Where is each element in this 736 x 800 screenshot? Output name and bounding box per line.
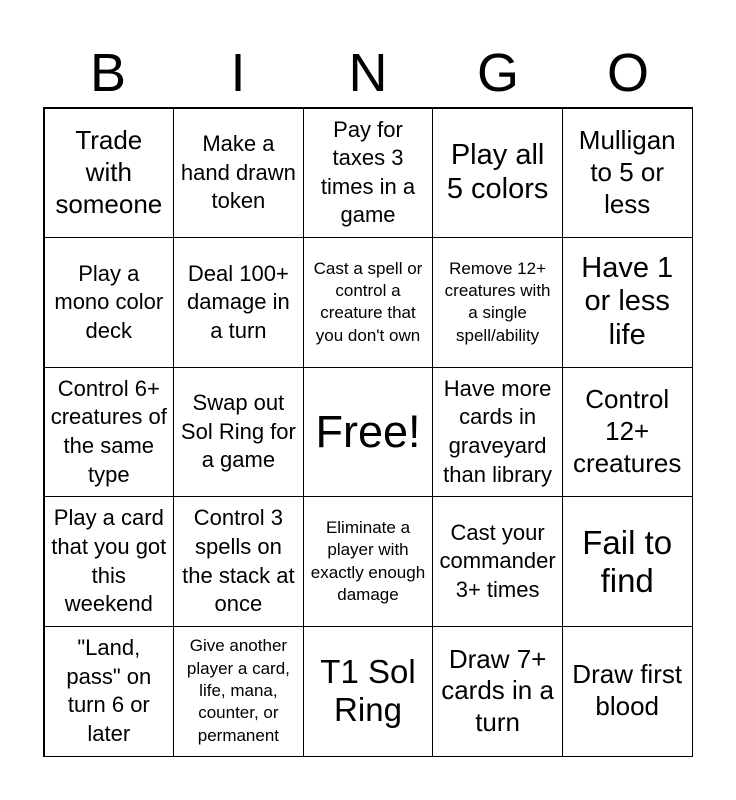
cell-text: Draw 7+ cards in a turn — [441, 643, 554, 738]
cell-text: T1 Sol Ring — [320, 653, 416, 729]
bingo-cell[interactable] — [173, 626, 304, 757]
header-letter-g: G — [476, 43, 519, 103]
bingo-cell[interactable] — [303, 237, 434, 368]
bingo-cell[interactable] — [432, 496, 563, 627]
cell-text: Trade with someone — [55, 125, 163, 219]
bingo-cell[interactable] — [562, 367, 693, 498]
cell-text: Make a hand drawn token — [180, 130, 296, 214]
bingo-cell[interactable] — [303, 108, 434, 239]
header-letter-i: I — [230, 43, 246, 103]
bingo-cell[interactable] — [432, 237, 563, 368]
bingo-cell[interactable] — [562, 496, 693, 627]
bingo-cell[interactable] — [432, 108, 563, 239]
bingo-cell[interactable] — [44, 108, 175, 239]
bingo-cell[interactable] — [562, 626, 693, 757]
cell-text: Eliminate a player with exactly enough damage — [310, 517, 426, 605]
cell-text: Mulligan to 5 or less — [578, 125, 676, 219]
cell-text: Control 6+ creatures of the same type — [50, 375, 167, 487]
bingo-cell[interactable] — [432, 367, 563, 498]
bingo-cell[interactable] — [303, 496, 434, 627]
cell-text: Draw first blood — [572, 659, 683, 722]
bingo-cell[interactable] — [173, 496, 304, 627]
cell-text: Give another player a card, life, mana, counter, or permanent — [186, 636, 290, 745]
bingo-cell[interactable] — [173, 237, 304, 368]
bingo-cell[interactable] — [44, 626, 175, 757]
cell-text: "Land, pass" on turn 6 or later — [66, 635, 152, 746]
bingo-cell[interactable] — [44, 237, 175, 368]
bingo-card-grid — [43, 107, 693, 757]
header-letter-o: O — [606, 43, 649, 103]
cell-text: Deal 100+ damage in a turn — [187, 260, 290, 343]
cell-text: Have more cards in graveyard than library — [443, 375, 553, 487]
bingo-cell[interactable] — [44, 367, 175, 498]
cell-text: Play a card that you got this weekend — [51, 505, 167, 617]
cell-text: Cast your commander 3+ times — [439, 519, 556, 602]
cell-text: Free! — [315, 406, 421, 458]
bingo-cell[interactable] — [173, 108, 304, 239]
header-letter-n: N — [348, 43, 388, 103]
bingo-header — [43, 40, 693, 106]
bingo-cell[interactable] — [562, 108, 693, 239]
header-letter-b: B — [89, 43, 127, 103]
free-space-cell[interactable] — [303, 367, 434, 498]
bingo-cell[interactable] — [562, 237, 693, 368]
cell-text: Fail to find — [582, 523, 673, 599]
bingo-cell[interactable] — [303, 626, 434, 757]
bingo-cell[interactable] — [44, 496, 175, 627]
cell-text: Remove 12+ creatures with a single spell/ability — [444, 258, 551, 345]
cell-text: Swap out Sol Ring for a game — [180, 390, 296, 473]
cell-text: Pay for taxes 3 times in a game — [320, 116, 416, 228]
cell-text: Control 12+ creatures — [573, 384, 682, 478]
cell-text: Control 3 spells on the stack at once — [182, 505, 295, 617]
cell-text: Have 1 or less life — [581, 251, 674, 352]
cell-text: Cast a spell or control a creature that you don't own — [313, 258, 423, 345]
bingo-cell[interactable] — [173, 367, 304, 498]
cell-text: Play all 5 colors — [446, 138, 549, 205]
bingo-cell[interactable] — [432, 626, 563, 757]
cell-text: Play a mono color deck — [54, 260, 164, 343]
